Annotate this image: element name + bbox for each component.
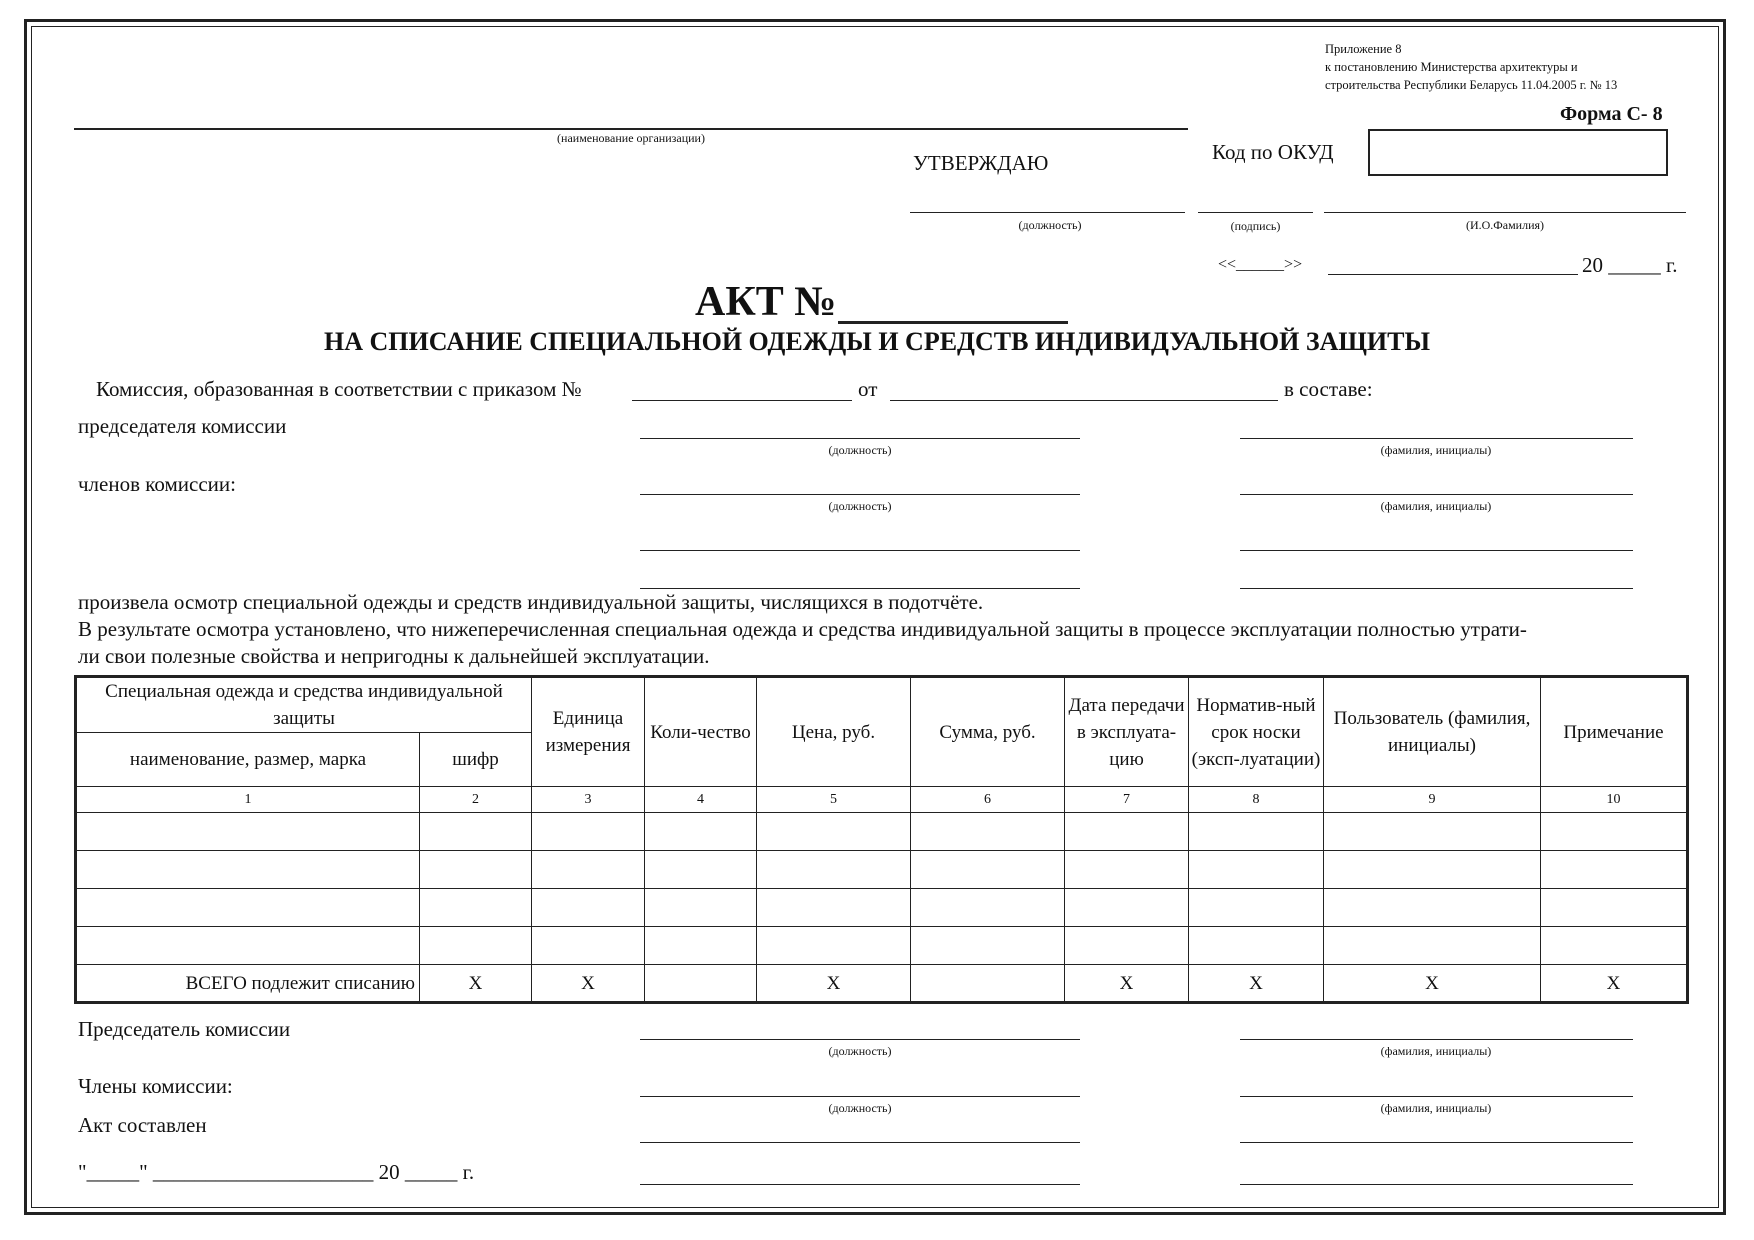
table-cell[interactable]: [532, 889, 645, 927]
table-cell[interactable]: [911, 851, 1065, 889]
header-price: Цена, руб.: [757, 677, 911, 787]
table-cell[interactable]: [1324, 889, 1541, 927]
table-cell[interactable]: [757, 889, 911, 927]
member2-position-line[interactable]: [640, 550, 1080, 551]
header-code: шифр: [420, 733, 532, 787]
table-cell[interactable]: [757, 851, 911, 889]
table-row: [76, 813, 1688, 851]
footer-member1-position-caption: (должность): [828, 1101, 892, 1115]
footer-chairman-label: Председатель комиссии: [78, 1017, 291, 1041]
table-cell[interactable]: [645, 851, 757, 889]
body-text-2: В результате осмотра установлено, что нижеперечисленная специальная одежда и средства индивидуальной защиты в процессе эксплуатации полностью утрати-: [78, 617, 1527, 641]
commission-text-3: в составе:: [1284, 377, 1373, 401]
body-text-1: произвела осмотр специальной одежды и средств индивидуальной защиты, числящихся в подотчёте.: [78, 590, 984, 614]
total-x-mark: X: [757, 965, 911, 1003]
table-cell[interactable]: [76, 927, 420, 965]
appendix-line-1: Приложение 8: [1325, 42, 1402, 56]
total-x-mark: X: [1065, 965, 1189, 1003]
table-cell[interactable]: [645, 927, 757, 965]
footer-member2-name-line[interactable]: [1240, 1142, 1633, 1143]
act-number-line[interactable]: [838, 321, 1068, 324]
table-cell[interactable]: [532, 851, 645, 889]
column-number: 9: [1324, 787, 1541, 813]
table-cell[interactable]: [645, 889, 757, 927]
commission-text-2: от: [858, 377, 878, 401]
approve-position-caption: (должность): [1018, 218, 1082, 232]
footer-member1-name-line[interactable]: [1240, 1096, 1633, 1097]
table-cell[interactable]: [1541, 927, 1688, 965]
table-cell[interactable]: [1324, 813, 1541, 851]
body-text-3: ли свои полезные свойства и непригодны к дальнейшей эксплуатации.: [78, 644, 710, 668]
column-number: 4: [645, 787, 757, 813]
member1-position-line[interactable]: [640, 494, 1080, 495]
footer-member1-position-line[interactable]: [640, 1096, 1080, 1097]
total-quantity-cell[interactable]: [645, 965, 757, 1003]
table-cell[interactable]: [1065, 851, 1189, 889]
table-cell[interactable]: [757, 927, 911, 965]
commission-text-1: Комиссия, образованная в соответствии с приказом №: [96, 377, 582, 401]
approve-signature-line[interactable]: [1198, 212, 1313, 213]
table-cell[interactable]: [1324, 851, 1541, 889]
column-number: 8: [1189, 787, 1324, 813]
chairman-label: председателя комиссии: [78, 414, 287, 438]
column-number: 3: [532, 787, 645, 813]
footer-member1-name-caption: (фамилия, инициалы): [1380, 1101, 1492, 1115]
footer-chairman-name-caption: (фамилия, инициалы): [1380, 1044, 1492, 1058]
okud-code-box[interactable]: [1368, 129, 1668, 176]
table-cell[interactable]: [911, 927, 1065, 965]
column-number: 6: [911, 787, 1065, 813]
total-x-mark: X: [532, 965, 645, 1003]
table-cell[interactable]: [420, 851, 532, 889]
approve-signature-caption: (подпись): [1230, 219, 1281, 233]
items-table: [74, 675, 1689, 1004]
table-cell[interactable]: [1189, 851, 1324, 889]
order-date-line[interactable]: [890, 400, 1278, 401]
header-user: Пользователь (фамилия, инициалы): [1324, 677, 1541, 787]
total-label: ВСЕГО подлежит списанию: [76, 965, 420, 1003]
header-note: Примечание: [1541, 677, 1688, 787]
table-cell[interactable]: [532, 927, 645, 965]
table-cell[interactable]: [1065, 927, 1189, 965]
org-name-line[interactable]: [74, 128, 1188, 130]
footer-chairman-name-line[interactable]: [1240, 1039, 1633, 1040]
header-quantity: Коли-чество: [645, 677, 757, 787]
table-cell[interactable]: [420, 927, 532, 965]
chairman-position-caption: (должность): [828, 443, 892, 457]
approve-name-caption: (И.О.Фамилия): [1465, 218, 1545, 232]
table-cell[interactable]: [420, 889, 532, 927]
table-cell[interactable]: [1541, 851, 1688, 889]
appendix-line-2: к постановлению Министерства архитектуры и: [1325, 60, 1578, 74]
order-number-line[interactable]: [632, 400, 852, 401]
member1-position-caption: (должность): [828, 499, 892, 513]
footer-member2-position-line[interactable]: [640, 1142, 1080, 1143]
member1-name-caption: (фамилия, инициалы): [1380, 499, 1492, 513]
member2-name-line[interactable]: [1240, 550, 1633, 551]
footer-member3-name-line[interactable]: [1240, 1184, 1633, 1185]
form-code: Форма С- 8: [1560, 103, 1663, 125]
table-cell[interactable]: [911, 813, 1065, 851]
table-cell[interactable]: [1541, 889, 1688, 927]
table-row: [76, 927, 1688, 965]
approve-month-line[interactable]: [1328, 274, 1578, 275]
table-cell[interactable]: [757, 813, 911, 851]
members-label: членов комиссии:: [78, 472, 236, 496]
total-sum-cell[interactable]: [911, 965, 1065, 1003]
header-unit: Единица измерения: [532, 677, 645, 787]
footer-compiled-label: Акт составлен: [78, 1113, 207, 1137]
column-number: 10: [1541, 787, 1688, 813]
total-x-mark: X: [420, 965, 532, 1003]
chairman-position-line[interactable]: [640, 438, 1080, 439]
column-number: 7: [1065, 787, 1189, 813]
approve-position-line[interactable]: [910, 212, 1185, 213]
table-row: [76, 889, 1688, 927]
appendix-note: [1325, 40, 1617, 94]
header-transfer-date: Дата передачи в эксплуата-цию: [1065, 677, 1189, 787]
approve-label: УТВЕРЖДАЮ: [913, 151, 1049, 175]
act-subtitle: НА СПИСАНИЕ СПЕЦИАЛЬНОЙ ОДЕЖДЫ И СРЕДСТВ ИНДИВИДУАЛЬНОЙ ЗАЩИТЫ: [323, 327, 1431, 356]
total-x-mark: X: [1189, 965, 1324, 1003]
header-wear-norm: Норматив-ный срок носки (эксп-луатации): [1189, 677, 1324, 787]
table-cell[interactable]: [76, 813, 420, 851]
header-sum: Сумма, руб.: [911, 677, 1065, 787]
table-cell[interactable]: [76, 851, 420, 889]
table-cell[interactable]: [1324, 927, 1541, 965]
approve-name-line[interactable]: [1324, 212, 1686, 213]
approve-year-field[interactable]: 20 _____ г.: [1582, 253, 1678, 277]
table-cell[interactable]: [1065, 889, 1189, 927]
org-caption: (наименование организации): [557, 131, 705, 145]
table-cell[interactable]: [1189, 889, 1324, 927]
column-number: 2: [420, 787, 532, 813]
column-number: 1: [76, 787, 420, 813]
table-cell[interactable]: [76, 889, 420, 927]
member3-name-line[interactable]: [1240, 588, 1633, 589]
table-cell[interactable]: [1189, 927, 1324, 965]
table-cell[interactable]: [532, 813, 645, 851]
total-x-mark: X: [1541, 965, 1688, 1003]
table-cell[interactable]: [1065, 813, 1189, 851]
member3-position-line[interactable]: [640, 588, 1080, 589]
footer-chairman-position-line[interactable]: [640, 1039, 1080, 1040]
table-cell[interactable]: [420, 813, 532, 851]
table-cell[interactable]: [1189, 813, 1324, 851]
footer-date-field[interactable]: "_____" _____________________ 20 _____ г.: [78, 1160, 475, 1184]
table-row: [76, 851, 1688, 889]
total-x-mark: X: [1324, 965, 1541, 1003]
act-title: АКТ №: [695, 279, 837, 325]
footer-members-label: Члены комиссии:: [78, 1074, 233, 1098]
header-group-ppe: Специальная одежда и средства индивидуальной защиты: [76, 677, 532, 733]
footer-chairman-position-caption: (должность): [828, 1044, 892, 1058]
member1-name-line[interactable]: [1240, 494, 1633, 495]
appendix-line-3: строительства Республики Беларусь 11.04.2005 г. № 13: [1325, 78, 1618, 92]
okud-label: Код по ОКУД: [1212, 140, 1334, 164]
table-cell[interactable]: [1541, 813, 1688, 851]
header-name-size-brand: наименование, размер, марка: [76, 733, 420, 787]
approve-day-field[interactable]: <<______>>: [1218, 256, 1303, 273]
chairman-name-line[interactable]: [1240, 438, 1633, 439]
column-number: 5: [757, 787, 911, 813]
table-cell[interactable]: [645, 813, 757, 851]
table-cell[interactable]: [911, 889, 1065, 927]
chairman-name-caption: (фамилия, инициалы): [1380, 443, 1492, 457]
total-row: [76, 965, 1688, 1003]
footer-member3-position-line[interactable]: [640, 1184, 1080, 1185]
